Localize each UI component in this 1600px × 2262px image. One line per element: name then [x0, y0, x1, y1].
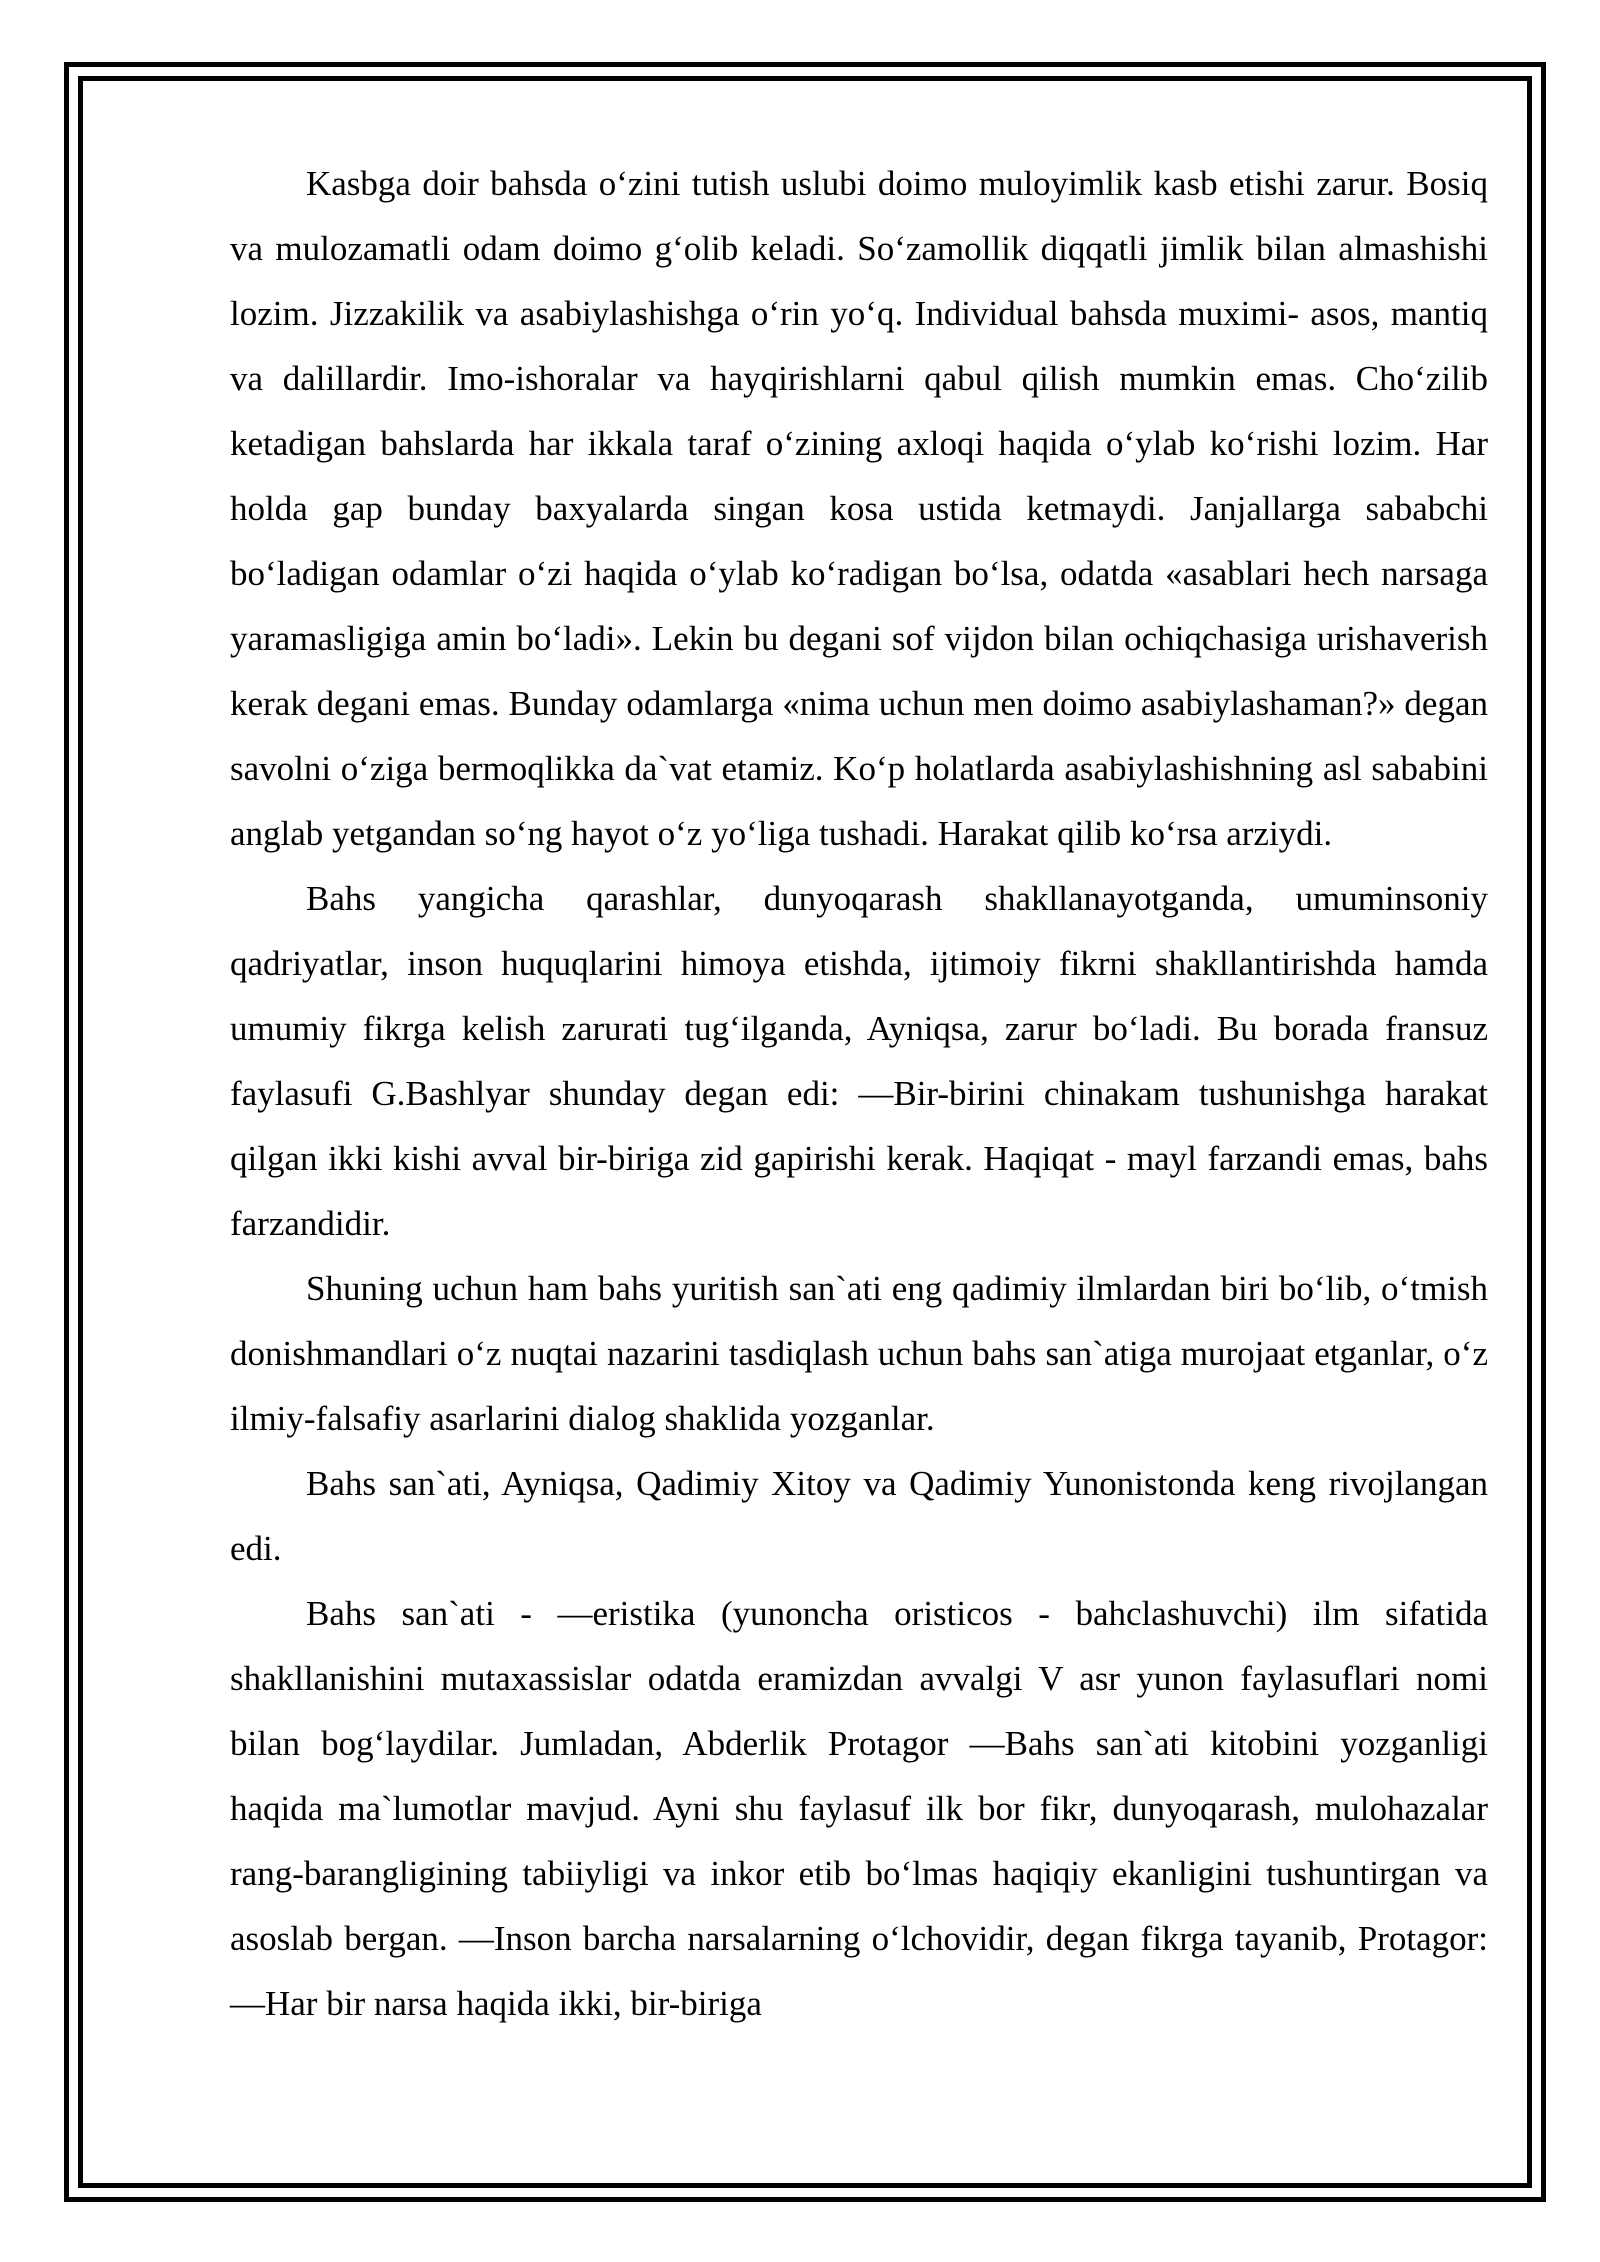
document-body [230, 151, 1488, 2036]
paragraph-2: Bahs yangicha qarashlar, dunyoqarash shakllanayotganda, umuminsoniy qadriyatlar, inson huquqlarini himoya etishda, ijtimoiy fikrni shakllantirishda hamda umumiy fikrga kelish zarurati tug‘ilganda, Ayniqsa, zarur bo‘ladi. Bu borada fransuz faylasufi G.Bashlyar shunday degan edi: ―Bir-birini chinakam tushunishga harakat qilgan ikki kishi avval bir-biriga zid gapirishi kerak. Haqiqat - mayl farzandi emas, bahs farzandidir. [230, 879, 1488, 1243]
paragraph-3: Shuning uchun ham bahs yuritish san`ati eng qadimiy ilmlardan biri bo‘lib, o‘tmish donishmandlari o‘z nuqtai nazarini tasdiqlash uchun bahs san`atiga murojaat etganlar, o‘z ilmiy-falsafiy asarlarini dialog shaklida yozganlar. [230, 1269, 1488, 1438]
paragraph-4: Bahs san`ati, Ayniqsa, Qadimiy Xitoy va Qadimiy Yunonistonda keng rivojlangan edi. [230, 1464, 1488, 1568]
paragraph-1: Kasbga doir bahsda o‘zini tutish uslubi doimo muloyimlik kasb etishi zarur. Bosiq va mulozamatli odam doimo g‘olib keladi. So‘zamollik diqqatli jimlik bilan almashishi lozim. Jizzakilik va asabiylashishga o‘rin yo‘q. Individual bahsda muximi- asos, mantiq va dalillardir. Imo-ishoralar va hayqirishlarni qabul qilish mumkin emas. Cho‘zilib ketadigan bahslarda har ikkala taraf o‘zining axloqi haqida o‘ylab ko‘rishi lozim. Har holda gap bunday baxyalarda singan kosa ustida ketmaydi. Janjallarga sababchi bo‘ladigan odamlar o‘zi haqida o‘ylab ko‘radigan bo‘lsa, odatda «asablari hech narsaga yaramasligiga amin bo‘ladi». Lekin bu degani sof vijdon bilan ochiqchasiga urishaverish kerak degani emas. Bunday odamlarga «nima uchun men doimo asabiylashaman?» degan savolni o‘ziga bermoqlikka da`vat etamiz. Ko‘p holatlarda asabiylashishning asl sababini anglab yetgandan so‘ng hayot o‘z yo‘liga tushadi. Harakat qilib ko‘rsa arziydi. [230, 164, 1488, 853]
paragraph-5: Bahs san`ati - ―eristika (yunoncha oristicos - bahclashuvchi) ilm sifatida shakllanishini mutaxassislar odatda eramizdan avvalgi V asr yunon faylasuflari nomi bilan bog‘laydilar. Jumladan, Abderlik Protagor ―Bahs san`ati kitobini yozganligi haqida ma`lumotlar mavjud. Ayni shu faylasuf ilk bor fikr, dunyoqarash, mulohazalar rang-barangligining tabiiyligi va inkor etib bo‘lmas haqiqiy ekanligini tushuntirgan va asoslab bergan. ―Inson barcha narsalarning o‘lchovidir, degan fikrga tayanib, Protagor: ―Har bir narsa haqida ikki, bir-biriga [230, 1594, 1488, 2023]
